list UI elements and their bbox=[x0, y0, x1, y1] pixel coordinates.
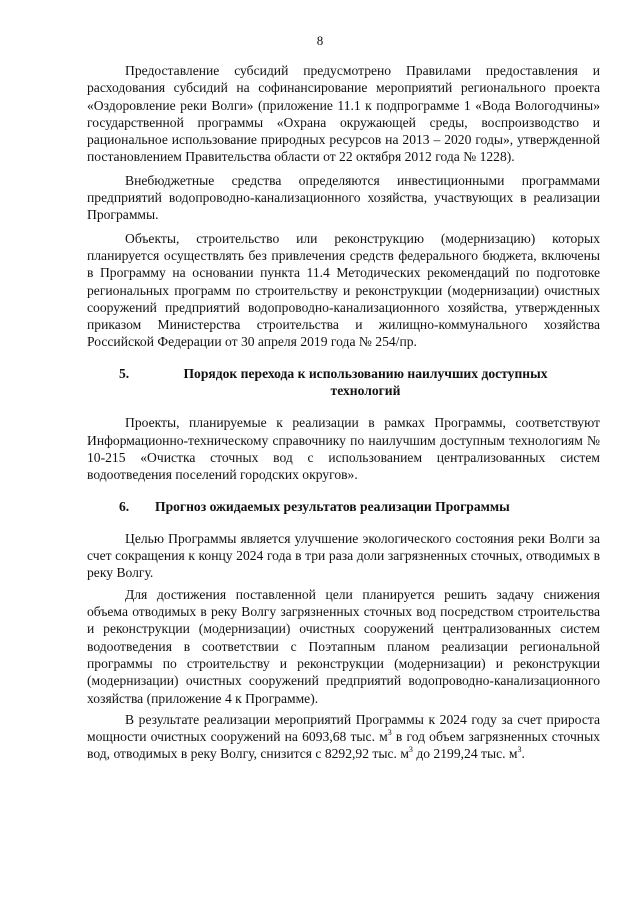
superscript-3: 3 bbox=[387, 728, 392, 738]
section-6-result-paragraph bbox=[87, 711, 600, 763]
section-5-number: 5. bbox=[119, 365, 130, 381]
paragraph-objects: Объекты, строительство или реконструкцию (модернизацию) которых планируется осуществлять без привлечения средств федерального бюджета, включены в Программу на основании пункта 11.4 Методических рекомендаций по подготовке региональных программ по строительству и реконструкции (модернизации) очистных сооружений предприятий водопроводно-канализационного хозяйства, утвержденных приказом Министерства строительства и жилищно-коммунального хозяйства Российской Федерации от 30 апреля 2019 года № 254/пр. bbox=[87, 230, 600, 350]
section-5-heading bbox=[87, 365, 600, 400]
section-5-paragraph: Проекты, планируемые к реализации в рамках Программы, соответствуют Информационно-техническому справочнику по наилучшим доступным технологиям № 10-215 «Очистка сточных вод с использованием централизованных систем водоотведения поселений городских округов». bbox=[87, 415, 600, 483]
superscript-3: 3 bbox=[517, 745, 522, 755]
section-6-task-paragraph: Для достижения поставленной цели планируется решить задачу снижения объема отводимых в реку Волгу загрязненных сточных вод посредством строительства и реконструкции (модернизации) очистных сооружений централизованных систем водоотведения в соответствии с Поэтапным планом реализации региональной программы по строительству и реконструкции (модернизации) и реконструкции (модернизации) очистных сооружений предприятий водопроводно-канализационного хозяйства (приложение 4 к Программе). bbox=[87, 586, 600, 706]
result-text-3: до 2199,24 тыс. м bbox=[412, 746, 518, 762]
section-6-title: Прогноз ожидаемых результатов реализации Программы bbox=[155, 498, 510, 514]
result-text-4: . bbox=[521, 746, 525, 762]
section-6-goal-paragraph: Целью Программы является улучшение экологического состояния реки Волги за счет сокращения к концу 2024 года в три раза доли загрязненных сточных, отводимых в реку Волгу. bbox=[87, 530, 600, 581]
paragraph-subsidies: Предоставление субсидий предусмотрено Правилами предоставления и расходования субсидий на софинансирование мероприятий регионального проекта «Оздоровление реки Волги» (приложение 11.1 к подпрограмме 1 «Вода Вологодчины» государственной программы «Охрана окружающей среды, воспроизводство и рациональное использование природных ресурсов на 2013 – 2020 годы», утвержденной постановлением Правительства области от 22 октября 2012 года № 1228). bbox=[87, 63, 600, 165]
section-5-title: Порядок перехода к использованию наилучших доступных технологий bbox=[183, 365, 548, 399]
page-number: 8 bbox=[316, 33, 324, 48]
section-6-number: 6. bbox=[119, 498, 130, 514]
section-6-heading bbox=[87, 498, 600, 515]
superscript-3: 3 bbox=[408, 745, 413, 755]
result-text-2: в год объем загрязненных сточных вод, отводимых в реку Волгу, снизится с 8292,92 тыс. м bbox=[87, 729, 600, 762]
document-body bbox=[87, 62, 600, 767]
result-text-1: В результате реализации мероприятий Программы к 2024 году за счет прироста мощности очистных сооружений на 6093,68 тыс. м bbox=[87, 711, 600, 745]
paragraph-offbudget: Внебюджетные средства определяются инвестиционными программами предприятий водопроводно-канализационного хозяйства, участвующих в реализации Программы. bbox=[87, 172, 600, 223]
